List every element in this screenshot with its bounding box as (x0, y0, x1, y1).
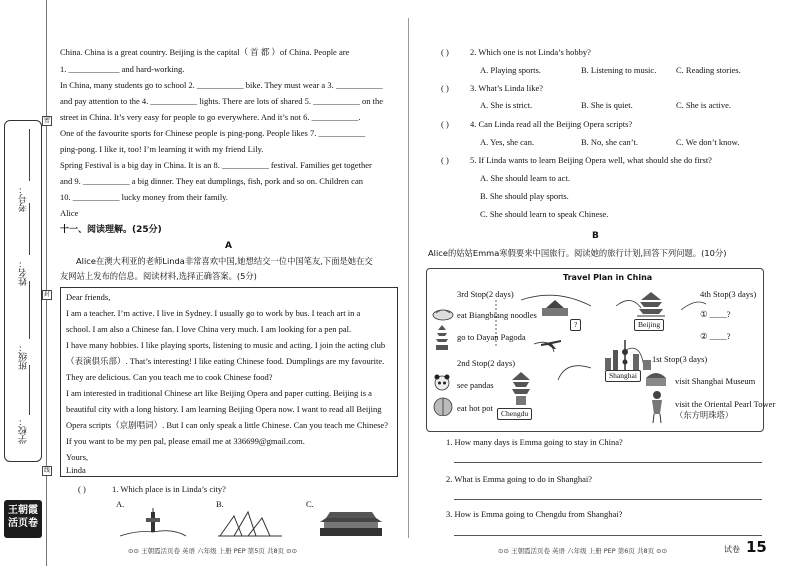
stop-3-label: 3rd Stop(2 days) (457, 289, 514, 299)
option-b[interactable]: B. She should play sports. (480, 191, 569, 201)
letter-line: （表演俱乐部）. That’s interesting! I like eating Chinese food. Dumplings are my favourite. (66, 356, 385, 366)
person-icon (648, 390, 666, 424)
letter-line: school. I am also a Chinese fan. I love China very much. I am looking for a pen pal. (66, 324, 352, 334)
panda-icon (430, 373, 454, 391)
school-line (29, 365, 30, 415)
option-a[interactable]: A. She should learn to act. (480, 173, 570, 183)
question-b-3: 3. How is Emma going to Chengdu from Shanghai? (446, 509, 623, 519)
answer-line[interactable] (454, 499, 762, 500)
question-3: 3. What’s Linda like? (470, 83, 544, 93)
option-c[interactable]: C. She is active. (676, 100, 732, 110)
tower-label: visit the Oriental Pearl Tower (675, 399, 776, 409)
option-a-label[interactable]: A. (116, 499, 125, 509)
student-info-box (4, 120, 42, 462)
noodles-icon (432, 303, 454, 321)
question-4: 4. Can Linda read all the Beijing Opera scripts? (470, 119, 633, 129)
letter-line: They are delicious. Can you teach me to cook Chinese food? (66, 372, 273, 382)
seal-mark: 封 (43, 291, 50, 298)
tower-label-zh: （东方明珠塔） (675, 410, 734, 420)
logo-line: 王朝霞 (8, 505, 38, 516)
badge-label: 试卷 (724, 545, 740, 554)
exam-number-label: 考号： (19, 185, 29, 212)
part-b-intro: Alice的姑姑Emma寒假要来中国旅行。阅读她的旅行计划,回答下列问题。(10分) (428, 248, 727, 258)
pagoda-icon (434, 325, 450, 351)
option-c[interactable]: C. We don’t know. (676, 137, 740, 147)
hotpot-label: eat hot pot (457, 403, 493, 413)
passage-line: China. China is a great country. Beijing is the capital（ 首 都 ）of China. People are (60, 47, 350, 57)
letter-line: If you want to be my pen pal, please email me at 336699@gmail.com. (66, 436, 305, 446)
passage-line: ping-pong. I like it, too! I’m learning it with my friend Lily. (60, 144, 264, 154)
letter-line: I am a teacher. I’m active. I live in Sydney. I usually go to work by bus. I teach art in a (66, 308, 361, 318)
item-1-blank[interactable]: ① ____? (700, 309, 731, 319)
answer-bracket[interactable]: ( ) (441, 119, 449, 129)
name-line (29, 203, 30, 255)
opera-house-icon (216, 508, 286, 538)
biangbiang-label: eat Biangbiang noodles (457, 310, 537, 320)
answer-line[interactable] (454, 535, 762, 536)
tower-illustration (118, 508, 188, 538)
passage-line: One of the favourite sports for Chinese people is ping-pong. People likes 7. ___________ (60, 128, 366, 138)
answer-line[interactable] (454, 462, 762, 463)
temple-of-heaven-icon (636, 292, 666, 318)
footer-right: ⊙⊙ 王朝霞活页卷 英语 六年级 上册 PEP 第6页 共8页 ⊙⊙ (498, 547, 668, 555)
name-label: 姓名： (19, 259, 29, 286)
option-c[interactable]: C. Reading stories. (676, 65, 741, 75)
passage-line: In China, many students go to school 2. ___________ bike. They must wear a 3. ___________ (60, 80, 383, 90)
airplane-icon (540, 336, 562, 350)
option-b[interactable]: B. Listening to music. (581, 65, 657, 75)
shanghai-pin: Shanghai (605, 370, 641, 382)
exam-number-line (29, 129, 30, 181)
page-badge (724, 538, 772, 556)
answer-bracket[interactable]: ( ) (441, 155, 449, 165)
travel-plan-title: Travel Plan in China (563, 273, 653, 282)
stop-4-label: 4th Stop(3 days) (700, 289, 757, 299)
passage-line: 10. ___________ lucky money from their family. (60, 192, 229, 202)
stop-2-label: 2nd Stop(2 days) (457, 358, 516, 368)
passage-line: and pay attention to the 4. ___________ lights. There are lots of shared 5. ___________ on the (60, 96, 384, 106)
letter-line: beautiful city with a long history. I am learning Beijing Opera now. I want to read all Beijing (66, 404, 382, 414)
answer-bracket[interactable]: ( ) (78, 484, 86, 494)
option-a[interactable]: A. She is strict. (480, 100, 533, 110)
footer-left: ⊙⊙ 王朝霞活页卷 英语 六年级 上册 PEP 第5页 共8页 ⊙⊙ (128, 547, 298, 555)
school-label: 学校： (19, 417, 29, 444)
seal-mark: 密 (43, 117, 50, 124)
letter-line: I have many hobbies. I like playing sports, listening to music and acting. I join the acting club (66, 340, 386, 350)
passage-signature: Alice (60, 208, 79, 218)
answer-bracket[interactable]: ( ) (441, 47, 449, 57)
part-a-intro: 友网站上发布的信息。阅读材料,选择正确答案。(5分) (60, 271, 257, 281)
museum-icon (644, 368, 668, 388)
unknown-city-pin: ? (570, 319, 581, 331)
letter-line: Linda (66, 465, 86, 475)
museum-label: visit Shanghai Museum (675, 376, 756, 386)
hotpot-icon (432, 396, 454, 416)
question-5: 5. If Linda wants to learn Beijing Opera well, what should she do first? (470, 155, 712, 165)
letter-line: Yours, (66, 452, 89, 462)
question-1: 1. Which place is in Linda’s city? (112, 484, 226, 494)
city-wall-icon (540, 296, 570, 318)
passage-line: 1. ____________ and hard-working. (60, 64, 185, 74)
option-c-label[interactable]: C. (306, 499, 314, 509)
shanghai-skyline-icon (603, 340, 653, 370)
question-2: 2. Which one is not Linda’s hobby? (470, 47, 591, 57)
option-a[interactable]: A. Yes, she can. (480, 137, 535, 147)
brand-logo (4, 500, 42, 538)
badge-number: 15 (746, 538, 767, 556)
section-title: 十一、阅读理解。(25分) (60, 225, 162, 235)
page-divider (408, 18, 409, 538)
part-a-intro: Alice在澳大利亚的老师Linda非常喜欢中国,她想结交一位中国笔友,下面是她在交 (76, 256, 373, 266)
question-b-1: 1. How many days is Emma going to stay in China? (446, 437, 623, 447)
option-b[interactable]: B. No, she can’t. (581, 137, 638, 147)
item-2-blank[interactable]: ② ____? (700, 331, 731, 341)
class-line (29, 281, 30, 339)
option-b-label[interactable]: B. (216, 499, 224, 509)
seal-mark: 线 (43, 467, 50, 474)
logo-line: 活页卷 (8, 518, 38, 529)
letter-line: Opera scripts（京剧唱词）. But I can only speak a little Chinese. Can you teach me Chinese? (66, 420, 388, 430)
dayan-label: go to Dayan Pagoda (457, 332, 526, 342)
beijing-pin: Beijing (634, 319, 664, 331)
passage-line: and 9. ___________ a big dinner. They eat dumplings, fish, pork and so on. Children can (60, 176, 363, 186)
class-label: 班级： (19, 343, 29, 370)
option-a[interactable]: A. Playing sports. (480, 65, 541, 75)
letter-line: I am interested in traditional Chinese art like Beijing Opera and paper cutting. Beijing is a (66, 388, 372, 398)
option-c[interactable]: C. She should learn to speak Chinese. (480, 209, 609, 219)
passage-line: Spring Festival is a big day in China. It is an 8. ___________ festival. Families get together (60, 160, 372, 170)
stop-1-label: 1st Stop(3 days) (652, 354, 708, 364)
letter-line: Dear friends, (66, 292, 111, 302)
option-b[interactable]: B. She is quiet. (581, 100, 633, 110)
chengdu-pin: Chengdu (497, 408, 532, 420)
part-a-label: A (225, 241, 232, 251)
question-b-2: 2. What is Emma going to do in Shanghai? (446, 474, 592, 484)
answer-bracket[interactable]: ( ) (441, 83, 449, 93)
pandas-label: see pandas (457, 380, 494, 390)
passage-line: street in China. It’s very easy for people to go everywhere. And it’s not 6. ___________. (60, 112, 361, 122)
tiananmen-icon (316, 508, 386, 538)
pavilion-icon (508, 372, 534, 406)
part-b-label: B (592, 231, 599, 241)
